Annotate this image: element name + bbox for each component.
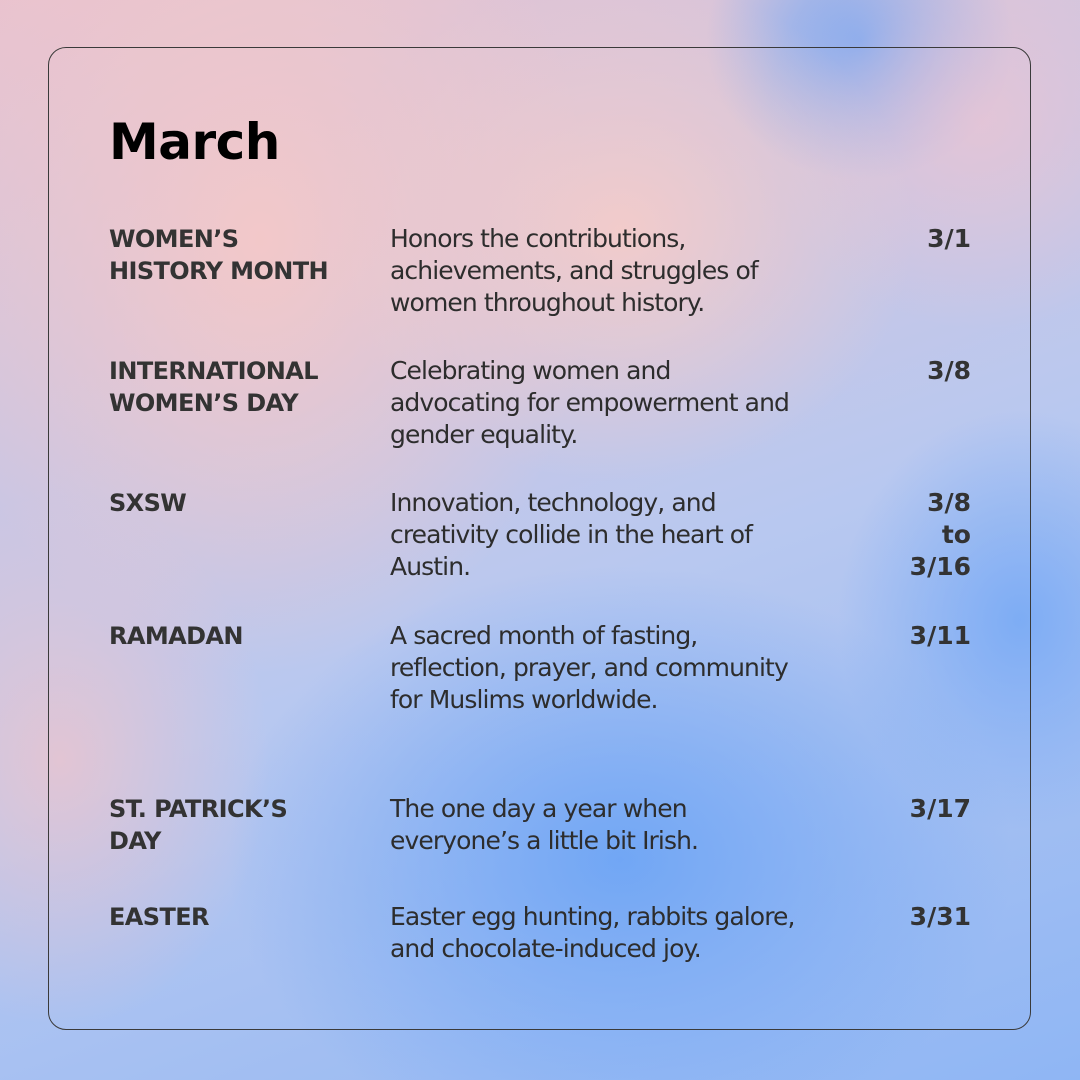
event-name: WOMEN’S HISTORY MONTH <box>109 225 329 285</box>
event-description: Easter egg hunting, rabbits galore, and chocolate-induced joy. <box>390 902 795 963</box>
page-title: March <box>109 113 280 171</box>
event-name: SXSW <box>109 489 187 517</box>
event-name: RAMADAN <box>109 622 243 650</box>
event-date: 3/1 <box>927 224 971 253</box>
event-description: Honors the contributions, achievements, and struggles of women throughout history. <box>390 224 758 317</box>
event-name: ST. PATRICK’S DAY <box>109 795 288 855</box>
event-date: 3/31 <box>909 902 971 931</box>
event-date: 3/8 to 3/16 <box>909 488 971 581</box>
event-name: EASTER <box>109 903 209 931</box>
event-date: 3/17 <box>909 794 971 823</box>
event-description: The one day a year when everyone’s a little bit Irish. <box>390 794 699 855</box>
event-date: 3/11 <box>909 621 971 650</box>
event-date: 3/8 <box>927 356 971 385</box>
event-description: Celebrating women and advocating for empowerment and gender equality. <box>390 356 790 449</box>
event-description: Innovation, technology, and creativity collide in the heart of Austin. <box>390 488 753 581</box>
event-description: A sacred month of fasting, reflection, prayer, and community for Muslims worldwide. <box>390 621 788 714</box>
event-name: INTERNATIONAL WOMEN’S DAY <box>109 357 318 417</box>
